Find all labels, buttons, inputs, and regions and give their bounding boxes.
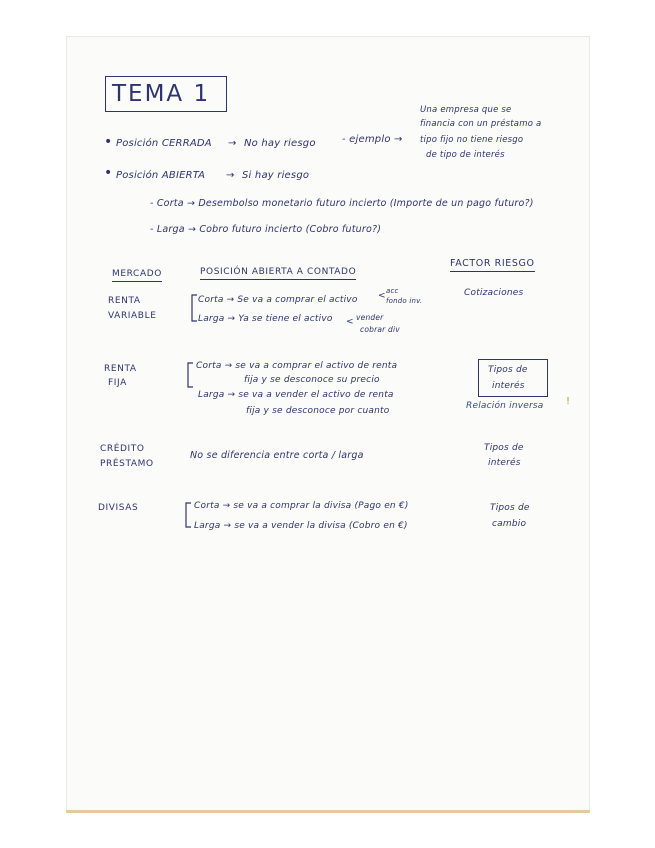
example-label: - ejemplo → (342, 134, 403, 145)
closed-arrow: → (228, 138, 237, 149)
paper-edge (66, 810, 590, 813)
market-credito: CRÉDITO (100, 444, 145, 454)
open-position-text: Si hay riesgo (242, 170, 310, 181)
bracket (190, 294, 198, 322)
divisas-long: Larga → se va a vender la divisa (Cobro en €) (194, 521, 408, 531)
risk-cotizaciones: Cotizaciones (464, 288, 524, 298)
example-line-4: de tipo de interés (426, 150, 505, 160)
bracket (186, 362, 194, 388)
risk-tipos-interes-2: interés (492, 381, 525, 391)
open-position-label: Posición ABIERTA (116, 170, 206, 181)
header-position: POSICIÓN ABIERTA A CONTADO (200, 266, 356, 280)
divisas-short: Corta → se va a comprar la divisa (Pago en €) (194, 501, 409, 511)
risk-credito-1: Tipos de (484, 443, 524, 453)
page-title: TEMA 1 (112, 81, 211, 107)
header-risk: FACTOR RIESGO (450, 258, 535, 272)
open-long-line: - Larga → Cobro futuro incierto (Cobro futuro?) (150, 224, 382, 235)
risk-divisas-2: cambio (492, 519, 527, 529)
rv-short-note-1: acc (386, 287, 399, 295)
rf-short-2: fija y se desconoce su precio (244, 375, 380, 385)
risk-tipos-interes-1: Tipos de (488, 365, 528, 375)
header-market: MERCADO (112, 268, 162, 282)
rv-long-note-1: vender (356, 313, 384, 322)
open-arrow: → (226, 170, 235, 181)
brace-symbol: < (346, 317, 354, 327)
risk-credito-2: interés (488, 458, 521, 468)
rv-short-note-2: fondo inv. (386, 297, 423, 305)
rv-long: Larga → Ya se tiene el activo (198, 314, 333, 324)
market-prestamo: PRÉSTAMO (100, 459, 154, 469)
rf-long-2: fija y se desconoce por cuanto (246, 406, 390, 416)
exclamation-mark: ! (566, 396, 571, 407)
market-renta-variable-2: VARIABLE (108, 311, 157, 321)
rf-short-1: Corta → se va a comprar el activo de renta (196, 361, 398, 371)
bracket (184, 502, 192, 528)
market-divisas: DIVISAS (98, 503, 139, 513)
closed-position-text: No hay riesgo (244, 138, 316, 149)
rv-long-note-2: cobrar div (360, 325, 400, 334)
relacion-inversa-note: Relación inversa (466, 401, 544, 411)
example-line-3: tipo fijo no tiene riesgo (420, 135, 524, 145)
bullet-dot: • (104, 134, 113, 150)
example-line-1: Una empresa que se (420, 105, 512, 115)
rv-short: Corta → Se va a comprar el activo (198, 295, 358, 305)
market-renta-fija-2: FIJA (108, 378, 127, 388)
credito-text: No se diferencia entre corta / larga (190, 450, 364, 461)
paper-sheet (66, 36, 590, 812)
market-renta-variable-1: RENTA (108, 296, 141, 306)
brace-symbol: < (378, 291, 386, 301)
open-short-line: - Corta → Desembolso monetario futuro incierto (Importe de un pago futuro?) (150, 198, 534, 209)
bullet-dot: • (104, 165, 113, 181)
market-renta-fija-1: RENTA (104, 364, 137, 374)
rf-long-1: Larga → se va a vender el activo de renta (198, 390, 394, 400)
closed-position-label: Posición CERRADA (116, 138, 212, 149)
example-line-2: financia con un préstamo a (420, 119, 542, 129)
risk-divisas-1: Tipos de (490, 503, 530, 513)
